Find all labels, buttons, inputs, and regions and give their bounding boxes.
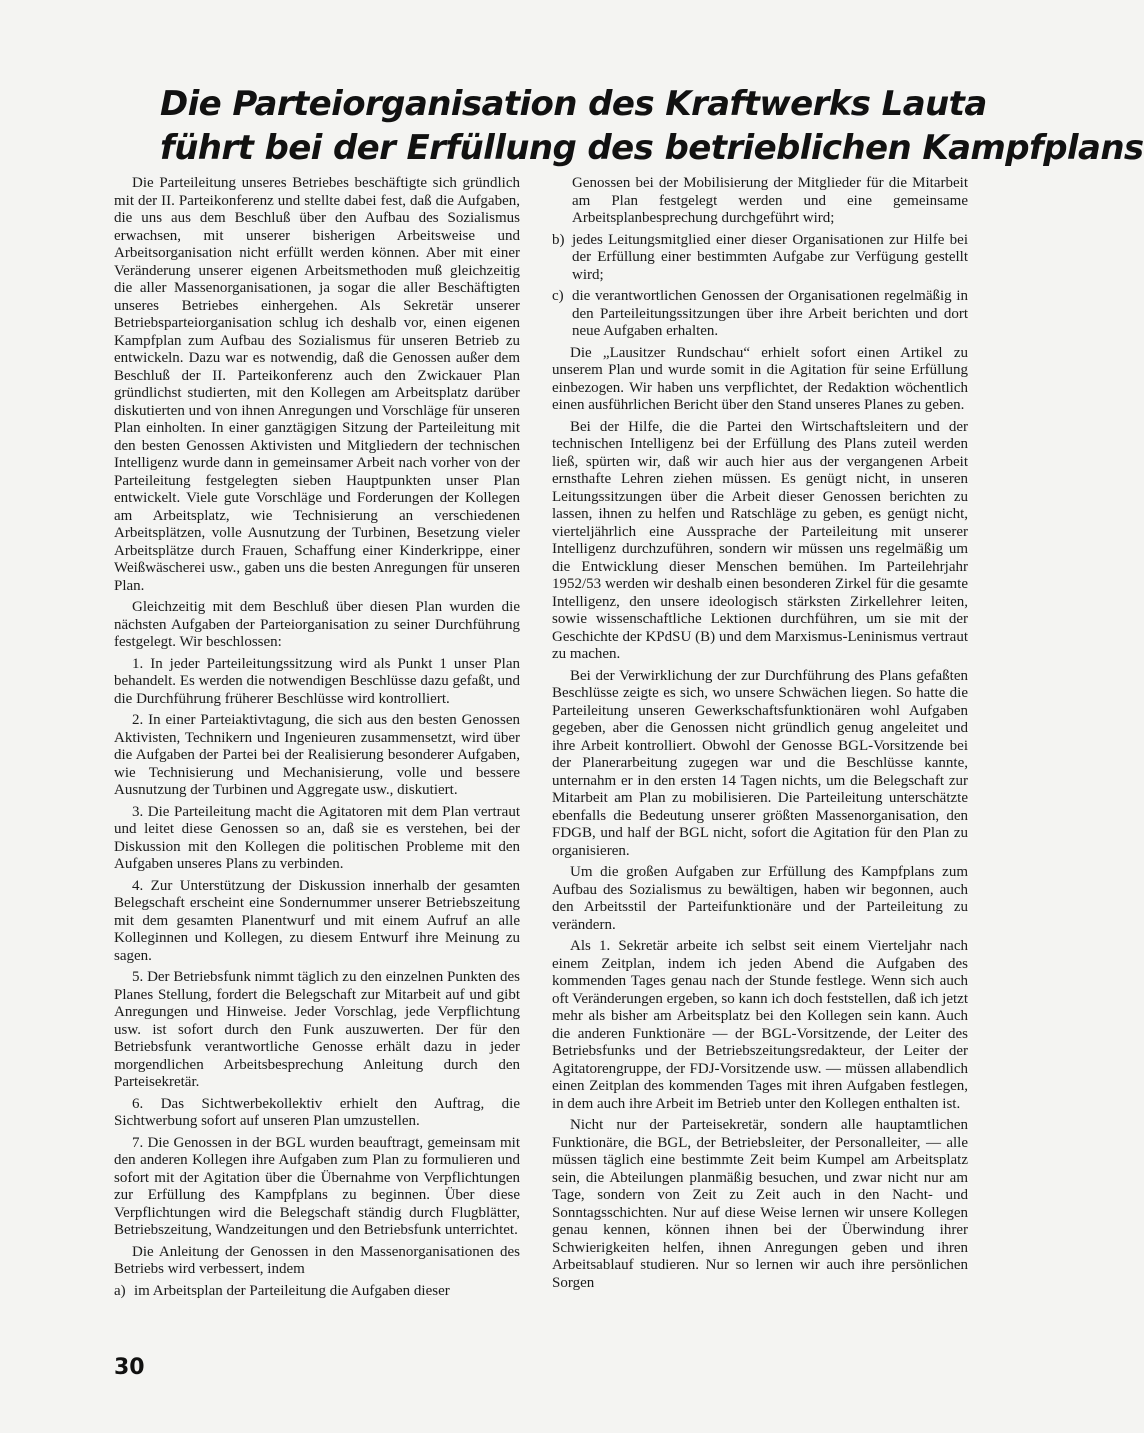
list-label: b) — [552, 231, 565, 248]
paragraph: Bei der Verwirklichung der zur Durchführung des Plans gefaßten Beschlüsse zeigte es sich, wo unsere Schwächen liegen. So hatte die Parteileitung unseren Gewerkschaftsfunktionären wohl Aufgaben gegeben, aber die Genossen nicht gründlich genug angeleitet und ihre Arbeit kontrolliert. Obwohl der Genosse BGL-Vorsitzende bei der Planerarbeitung zugegen war und die Beschlüsse kannte, unternahm er in den ersten 14 Tagen nichts, um die Belegschaft zur Mitarbeit am Plan zu mobilisieren. Die Parteileitung unterschätzte ebenfalls die Bedeutung unserer größten Massenorganisation, den FDGB, und half der BGL nicht, sofort die Agitation für den Plan zu organisieren. — [552, 667, 968, 859]
article-title — [160, 82, 1144, 170]
list-text: jedes Leitungsmitglied einer dieser Organisationen zur Hilfe bei der Erfüllung einer bestimmten Aufgabe zur Verfügung gestellt wird; — [572, 231, 968, 283]
paragraph: Um die großen Aufgaben zur Erfüllung des Kampfplans zum Aufbau des Sozialismus zu bewältigen, haben wir begonnen, auch den Arbeitsstil der Parteifunktionäre und der Parteileitung zu verändern. — [552, 864, 968, 933]
list-item-b — [552, 232, 968, 285]
numbered-item-1: 1. In jeder Parteileitungssitzung wird als Punkt 1 unser Plan behandelt. Es werden die notwendigen Beschlüsse dazu gefaßt, und die Durchführung früherer Beschlüsse wird kontrolliert. — [114, 655, 520, 707]
list-label: c) — [552, 288, 564, 304]
article-title-line-1: Die Parteiorganisation des Kraftwerks Lauta — [160, 84, 987, 124]
list-text: Genossen bei der Mobilisierung der Mitglieder für die Mitarbeit am Plan festgelegt werden und eine gemeinsame Arbeitsplanbesprechung durchgeführt wird; — [572, 175, 968, 226]
page-number: 30 — [114, 1355, 145, 1380]
list-item-a — [114, 1283, 520, 1301]
numbered-item-2: 2. In einer Parteiaktivtagung, die sich aus den besten Genossen Aktivisten, Technikern und Ingenieuren zusammensetzt, wird über die Aufgaben der Partei bei der Realisierung besonderer Aufgaben, wie Technisierung und Mechanisierung, volle und bessere Ausnutzung der Turbinen und Aggregate usw., diskutiert. — [114, 712, 520, 798]
list-item-a-continued — [552, 175, 968, 228]
list-text: die verantwortlichen Genossen der Organisationen regelmäßig in den Parteileitungssitzungen über ihre Arbeit berichten und dort neue Aufgaben erhalten. — [572, 288, 968, 339]
numbered-item-5: 5. Der Betriebsfunk nimmt täglich zu den einzelnen Punkten des Planes Stellung, fordert die Belegschaft zur Mitarbeit auf und gibt Anregungen und Hinweise. Jeder Vorschlag, jede Verpflichtung usw. ist sofort durch den Funk auszuwerten. Der für den Betriebsfunk verantwortliche Genosse erhält dazu in jeder morgendlichen Arbeitsbesprechung Anleitung durch den Parteisekretär. — [114, 969, 520, 1090]
numbered-item-7: 7. Die Genossen in der BGL wurden beauftragt, gemeinsam mit den anderen Kollegen ihre Aufgaben zum Plan zu formulieren und sofort mit der Agitation über die Übernahme von Verpflichtungen zur Erfüllung des Kampfplans zu beginnen. Über diese Verpflichtungen wird die Belegschaft ständig durch Flugblätter, Betriebszeitung, Wandzeitungen und den Betriebsfunk unterrichtet. — [114, 1134, 520, 1238]
list-text: im Arbeitsplan der Parteileitung die Aufgaben dieser — [134, 1282, 450, 1299]
numbered-item-6: 6. Das Sichtwerbekollektiv erhielt den Auftrag, die Sichtwerbung sofort auf unseren Plan umzustellen. — [114, 1095, 520, 1129]
right-column — [552, 175, 968, 1296]
list-item-c — [552, 288, 968, 341]
left-column — [114, 175, 520, 1304]
article-title-line-2: führt bei der Erfüllung des betrieblichen Kampfplans — [160, 128, 1144, 168]
paragraph: Als 1. Sekretär arbeite ich selbst seit einem Vierteljahr nach einem Zeitplan, indem ich jeden Abend die Aufgaben des kommenden Tages genau nach der Stunde festlege. Wenn sich auch oft Veränderungen ergeben, so kann ich doch feststellen, daß ich jetzt mehr als bisher am Arbeitsplatz bei den Kollegen sein kann. Auch die anderen Funktionäre — der BGL-Vorsitzende, der Leiter des Betriebsfunks und der Betriebszeitungsredakteur, der Leiter der Agitatorengruppe, der FDJ-Vorsitzende usw. — müssen allabendlich einen Zeitplan des kommenden Tages mit ihren Aufgaben festlegen, in dem auch ihre Arbeit im Betrieb unter den Kollegen enthalten ist. — [552, 938, 968, 1112]
paragraph: Gleichzeitig mit dem Beschluß über diesen Plan wurden die nächsten Aufgaben der Parteiorganisation zu seiner Durchführung festgelegt. Wir beschlossen: — [114, 599, 520, 650]
numbered-item-4: 4. Zur Unterstützung der Diskussion innerhalb der gesamten Belegschaft erscheint eine Sondernummer unserer Betriebszeitung mit dem gesamten Planentwurf und mit einem Aufruf an alle Kolleginnen und Kollegen, zu diesem Entwurf ihre Meinung zu sagen. — [114, 877, 520, 964]
paragraph: Die Anleitung der Genossen in den Massenorganisationen des Betriebs wird verbessert, indem — [114, 1243, 520, 1277]
numbered-item-3: 3. Die Parteileitung macht die Agitatoren mit dem Plan vertraut und leitet diese Genossen so an, daß sie es verstehen, bei der Diskussion mit den Kollegen die politischen Probleme mit den Aufgaben unseres Plans zu verbinden. — [114, 803, 520, 872]
list-label: a) — [114, 1282, 126, 1299]
paragraph: Nicht nur der Parteisekretär, sondern alle hauptamtlichen Funktionäre, die BGL, der Betriebsleiter, der Personalleiter, — alle müssen täglich eine bestimmte Zeit beim Kumpel am Arbeitsplatz sein, die Abteilungen planmäßig besuchen, und zwar nicht nur am Tage, sondern von Zeit zu Zeit auch in den Nacht- und Sonntagsschichten. Nur auf diese Weise lernen wir unsere Kollegen genau kennen, können ihnen bei der Überwindung ihrer Schwierigkeiten helfen, ihnen Anregungen geben und ihren Arbeitsablauf studieren. Nur so lernen wir auch ihre persönlichen Sorgen — [552, 1117, 968, 1291]
paragraph: Die Parteileitung unseres Betriebes beschäftigte sich gründlich mit der II. Parteikonferenz und stellte dabei fest, daß die Aufgaben, die uns aus dem Beschluß über den Aufbau des Sozialismus erwachsen, mit unserer bisherigen Arbeitsweise und Arbeitsorganisation nicht erfüllt werden können. Aber mit einer Veränderung unserer eigenen Arbeitsmethoden muß gleichzeitig die aller Massenorganisationen, ja sogar die aller Beschäftigten unseres Betriebes einhergehen. Als Sekretär unserer Betriebsparteiorganisation schlug ich deshalb vor, einen eigenen Kampfplan zum Aufbau des Sozialismus für unseren Betrieb zu entwickeln. Dazu war es notwendig, daß die Genossen außer dem Beschluß der II. Parteikonferenz auch den Zwickauer Plan gründlichst studierten, mit den Kollegen am Arbeitsplatz darüber diskutierten und von ihnen Anregungen und Vorschläge für unseren Plan einholten. In einer ganztägigen Sitzung der Parteileitung mit den besten Genossen Aktivisten und Mitgliedern der technischen Intelligenz wurde dann in gemeinsamer Arbeit nach vorher von der Parteileitung festgelegten sieben Hauptpunkten unser Plan entwickelt. Viele gute Vorschläge und Forderungen der Kollegen am Arbeitsplatz, wie Technisierung an verschiedenen Arbeitsplätzen, volle Ausnutzung der Turbinen, Besetzung vieler Arbeitsplätze durch Frauen, Schaffung einer Kinderkrippe, einer Weißwäscherei usw., gaben uns die besten Anregungen für unseren Plan. — [114, 175, 520, 594]
paragraph: Bei der Hilfe, die die Partei den Wirtschaftsleitern und der technischen Intelligenz bei der Erfüllung des Plans zuteil werden ließ, spürten wir, daß wir auch hier aus der vergangenen Arbeit ernsthafte Lehren ziehen müssen. Es genügt nicht, in unseren Leitungssitzungen über die Arbeit dieser Genossen berichten zu lassen, ihnen zu helfen und Ratschläge zu geben, es genügt nicht, vierteljährlich eine Aussprache der Parteileitung mit unserer Intelligenz durchzuführen, sondern wir müssen uns regelmäßig um die Entwicklung dieser Menschen bemühen. Im Parteilehrjahr 1952/53 werden wir deshalb einen besonderen Zirkel für die gesamte Intelligenz, den unsere ideologisch stärksten Zirkellehrer leiten, sowie wissenschaftliche Lektionen durchführen, um sie mit der Geschichte der KPdSU (B) und dem Marxismus-Leninismus vertraut zu machen. — [552, 418, 968, 662]
paragraph: Die „Lausitzer Rundschau“ erhielt sofort einen Artikel zu unserem Plan und wurde somit in die Agitation für seine Erfüllung einbezogen. Wir haben uns verpflichtet, der Redaktion wöchentlich einen ausführlichen Bericht über den Stand unseres Planes zu geben. — [552, 344, 968, 413]
